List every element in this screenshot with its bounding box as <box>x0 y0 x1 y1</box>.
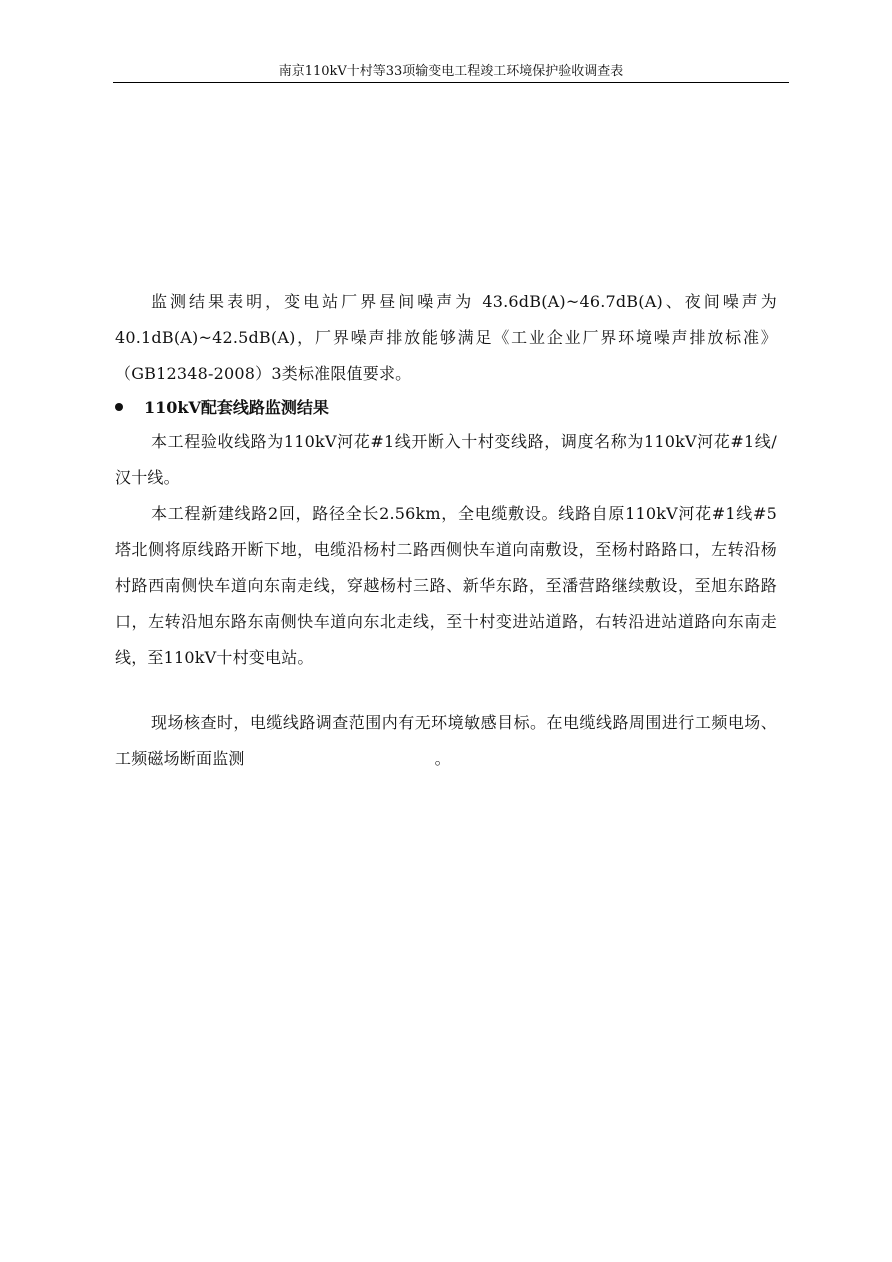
noise-result-paragraph: 监测结果表明，变电站厂界昼间噪声为 43.6dB(A)~46.7dB(A)、夜间噪声为 40.1dB(A)~42.5dB(A)，厂界噪声排放能够满足《工业企业厂界环境噪声排放标准》（GB12348-2008）3类标准限值要求。 <box>115 292 777 383</box>
site-check-block <box>115 705 777 777</box>
line-description-block <box>115 424 777 676</box>
section-heading-text: 110kV配套线路监测结果 <box>144 398 329 417</box>
noise-result-block <box>115 284 777 392</box>
line-name-paragraph: 本工程验收线路为110kV河花#1线开断入十村变线路，调度名称为110kV河花#1线/汉十线。 <box>115 432 777 487</box>
site-check-end: 。 <box>434 749 451 768</box>
header-divider <box>113 82 789 83</box>
site-check-paragraph <box>115 705 777 777</box>
page-header-title: 南京110kV十村等33项输变电工程竣工环境保护验收调查表 <box>278 64 624 79</box>
section-heading <box>115 396 329 420</box>
site-check-text: 现场核查时，电缆线路调查范围内有无环境敏感目标。在电缆线路周围进行工频电场、工频磁场断面监测 <box>115 713 777 768</box>
line-route-paragraph: 本工程新建线路2回，路径全长2.56km，全电缆敷设。线路自原110kV河花#1线#5塔北侧将原线路开断下地，电缆沿杨村二路西侧快车道向南敷设，至杨村路路口，左转沿杨村路西南侧快车道向东南走线，穿越杨村三路、新华东路，至潘营路继续敷设，至旭东路路口，左转沿旭东路东南侧快车道向东北走线，至十村变进站道路，右转沿进站道路向东南走线，至110kV十村变电站。 <box>115 504 777 667</box>
bullet-icon <box>115 403 123 411</box>
